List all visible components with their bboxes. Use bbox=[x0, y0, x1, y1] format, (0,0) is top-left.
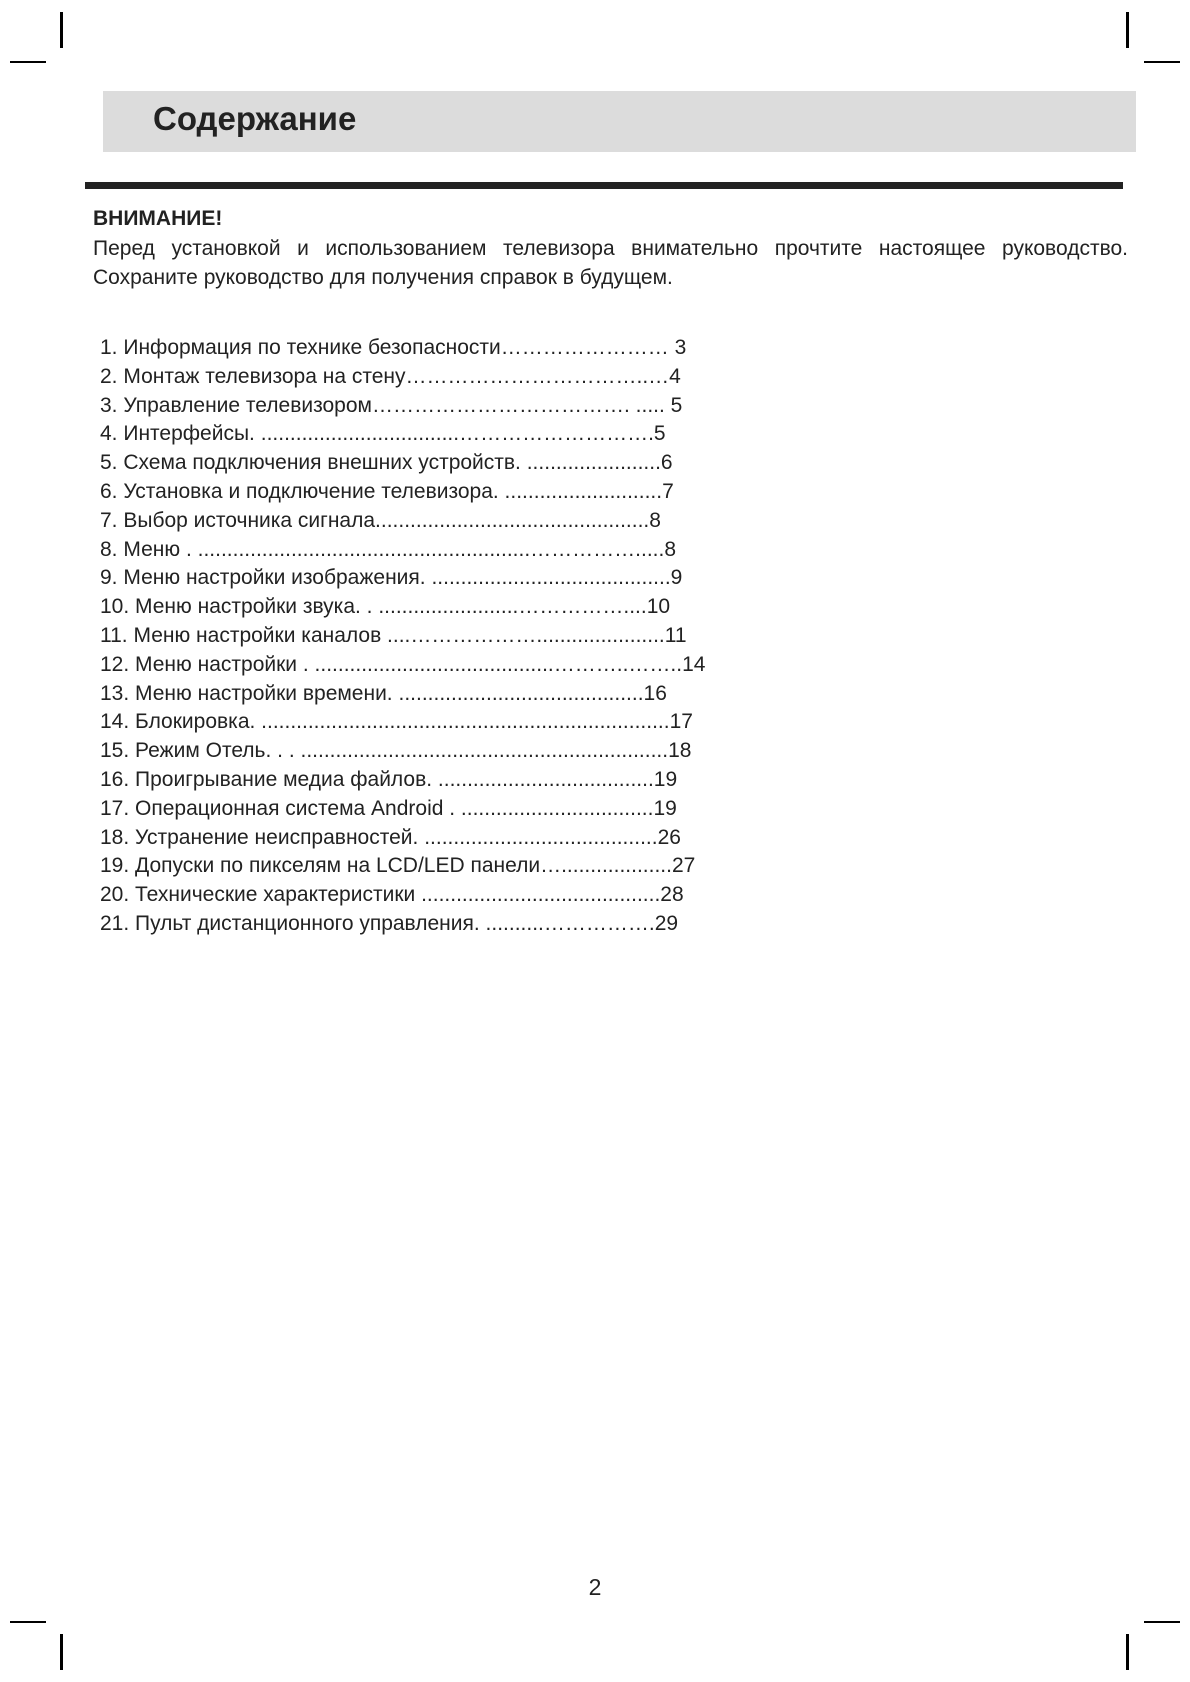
toc-item[interactable] bbox=[100, 795, 760, 824]
toc-item[interactable] bbox=[100, 737, 760, 766]
header-rule bbox=[85, 182, 1123, 189]
crop-mark bbox=[60, 12, 63, 48]
toc-entry-text: 21. Пульт дистанционного управления. ..........…………….29 bbox=[100, 911, 679, 935]
toc-item[interactable] bbox=[100, 564, 760, 593]
toc-entry-text: 16. Проигрывание медиа файлов. .....................................19 bbox=[100, 767, 678, 791]
toc-entry-text: 7. Выбор источника сигнала...............................................8 bbox=[100, 508, 661, 532]
toc-item[interactable] bbox=[100, 852, 760, 881]
crop-mark bbox=[1144, 61, 1180, 63]
page-number: 2 bbox=[588, 1574, 602, 1600]
toc-item[interactable] bbox=[100, 824, 760, 853]
toc-entry-text: 18. Устранение неисправностей. ........................................26 bbox=[100, 825, 681, 849]
warning-heading: ВНИМАНИЕ! bbox=[93, 207, 223, 230]
page-title: Содержание bbox=[153, 100, 357, 137]
title-band bbox=[103, 91, 1136, 152]
toc-entry-text: 6. Установка и подключение телевизора. ...........................7 bbox=[100, 479, 674, 503]
crop-mark bbox=[1144, 1621, 1180, 1623]
toc-entry-text: 19. Допуски по пикселям на LCD/LED панели…...................27 bbox=[100, 854, 696, 878]
toc-entry-text: 14. Блокировка. ......................................................................17 bbox=[100, 710, 693, 734]
toc-entry-text: 13. Меню настройки времени. ..........................................16 bbox=[100, 681, 667, 705]
toc-entry-text: 10. Меню настройки звука. . ........................……………....10 bbox=[100, 595, 671, 619]
toc-item[interactable] bbox=[100, 708, 760, 737]
warning-text: Перед установкой и использованием телевизора внимательно прочтите настоящее руководство. Сохраните руководство для получения справок в будущем. bbox=[93, 237, 1128, 289]
crop-mark bbox=[10, 61, 46, 63]
toc-item[interactable] bbox=[100, 680, 760, 709]
toc-item[interactable] bbox=[100, 622, 760, 651]
toc-item[interactable] bbox=[100, 392, 760, 421]
crop-mark bbox=[1126, 12, 1129, 48]
toc-item[interactable] bbox=[100, 881, 760, 910]
toc-item[interactable] bbox=[100, 593, 760, 622]
toc-item[interactable] bbox=[100, 536, 760, 565]
toc-entry-text: 15. Режим Отель. . . ...............................................................18 bbox=[100, 739, 692, 763]
toc-item[interactable] bbox=[100, 910, 760, 939]
toc-entry-text: 17. Операционная система Android . .................................19 bbox=[100, 796, 677, 820]
toc-entry-text: 5. Схема подключения внешних устройств. .......................6 bbox=[100, 451, 673, 475]
table-of-contents bbox=[100, 334, 760, 939]
crop-mark bbox=[1126, 1634, 1129, 1670]
toc-item[interactable] bbox=[100, 363, 760, 392]
toc-entry-text: 12. Меню настройки . .........................................………..……..14 bbox=[100, 652, 706, 676]
toc-entry-text: 20. Технические характеристики .........................................28 bbox=[100, 883, 684, 907]
toc-item[interactable] bbox=[100, 478, 760, 507]
crop-mark bbox=[10, 1621, 46, 1623]
toc-entry-text: 4. Интерфейсы. ..................................……………………….5 bbox=[100, 422, 666, 446]
toc-item[interactable] bbox=[100, 420, 760, 449]
toc-entry-text: 1. Информация по технике безопасности…………………… 3 bbox=[100, 336, 687, 359]
toc-item[interactable] bbox=[100, 766, 760, 795]
toc-entry-text: 3. Управление телевизором………………………………. ..... 5 bbox=[100, 393, 683, 417]
toc-item[interactable] bbox=[100, 507, 760, 536]
toc-item[interactable] bbox=[100, 334, 760, 363]
toc-entry-text: 11. Меню настройки каналов ....………………......................11 bbox=[100, 623, 687, 647]
toc-entry-text: 2. Монтаж телевизора на стену……………………………..…4 bbox=[100, 364, 681, 388]
toc-entry-text: 8. Меню . .........................................................…………….....8 bbox=[100, 537, 677, 561]
toc-item[interactable] bbox=[100, 651, 760, 680]
toc-entry-text: 9. Меню настройки изображения. .........................................9 bbox=[100, 566, 683, 590]
toc-item[interactable] bbox=[100, 449, 760, 478]
crop-mark bbox=[60, 1634, 63, 1670]
